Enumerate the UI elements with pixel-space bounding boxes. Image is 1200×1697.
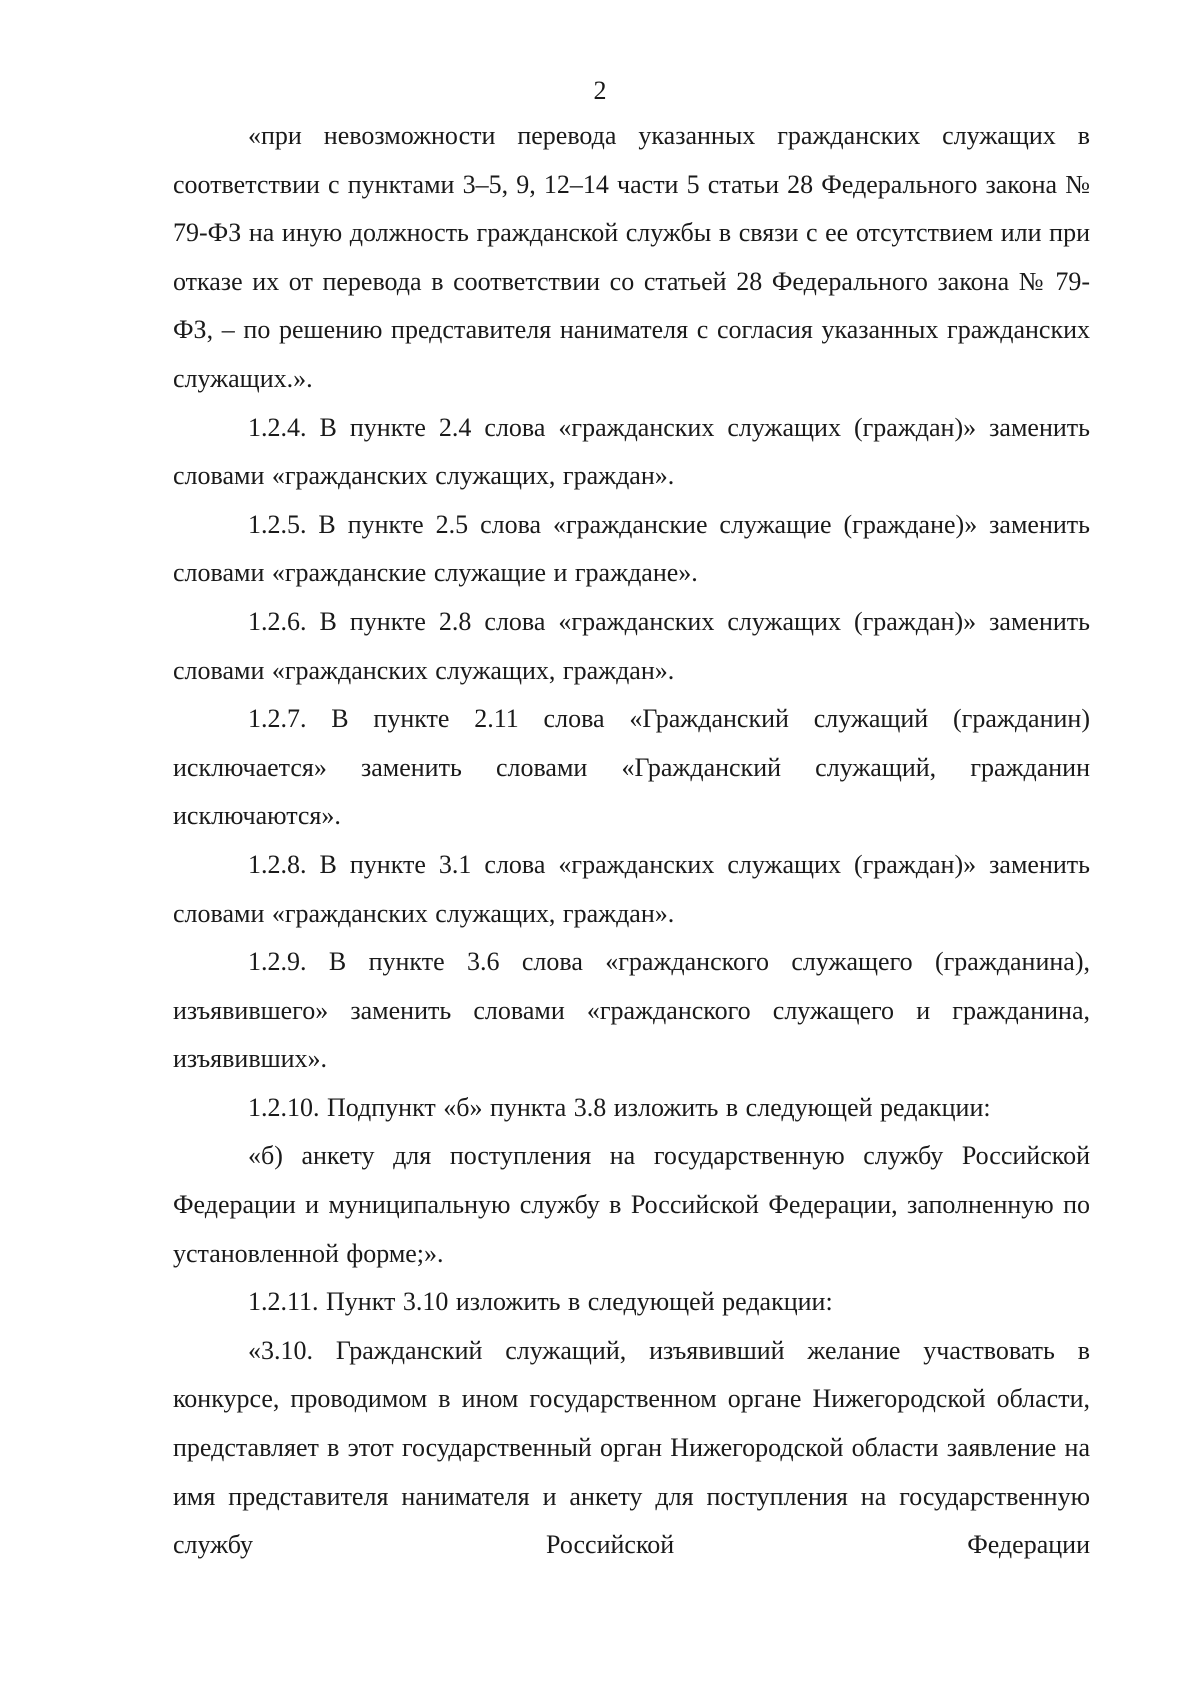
paragraph-1-2-9: 1.2.9. В пункте 3.6 слова «гражданского служащего (гражданина), изъявившего» заменить словами «гражданского служащего и гражданина, изъявивших». <box>173 947 1090 1074</box>
paragraph-1-2-8: 1.2.8. В пункте 3.1 слова «гражданских служащих (граждан)» заменить словами «гражданских служащих, граждан». <box>173 849 1090 928</box>
paragraph-continuation: «при невозможности перевода указанных гражданских служащих в соответствии с пунктами 3–5, 9, 12–14 части 5 статьи 28 Федерального закона № 79-ФЗ на иную должность гражданской службы в связи с ее отсутствием или при отказе их от перевода в соответствии со статьей 28 Федерального закона № 79-ФЗ, – по решению представителя нанимателя с согласия указанных гражданских служащих.». <box>173 121 1090 393</box>
paragraph-1-2-7: 1.2.7. В пункте 2.11 слова «Гражданский служащий (гражданин) исключается» заменить словами «Гражданский служащий, гражданин исключаются». <box>173 704 1090 831</box>
paragraph-1-2-10: 1.2.10. Подпункт «б» пункта 3.8 изложить в следующей редакции: <box>248 1092 991 1122</box>
page-number: 2 <box>593 76 607 105</box>
paragraph-1-2-5: 1.2.5. В пункте 2.5 слова «гражданские служащие (граждане)» заменить словами «гражданские служащие и граждане». <box>173 509 1090 588</box>
paragraph-3-10: «3.10. Гражданский служащий, изъявивший желание участвовать в конкурсе, проводимом в ином государственном органе Нижегородской области, представляет в этот государственный орган Нижегородской области заявление на имя представителя нанимателя и анкету для поступления на государственную службу Российской Федерации <box>173 1335 1090 1560</box>
paragraph-1-2-4: 1.2.4. В пункте 2.4 слова «гражданских служащих (граждан)» заменить словами «гражданских служащих, граждан». <box>173 412 1090 491</box>
paragraph-1-2-11: 1.2.11. Пункт 3.10 изложить в следующей редакции: <box>248 1287 833 1317</box>
paragraph-1-2-10-subitem-b: «б) анкету для поступления на государственную службу Российской Федерации и муниципальную службу в Российской Федерации, заполненную по установленной форме;». <box>173 1141 1090 1268</box>
paragraph-1-2-6: 1.2.6. В пункте 2.8 слова «гражданских служащих (граждан)» заменить словами «гражданских служащих, граждан». <box>173 606 1090 685</box>
document-body <box>173 112 1090 1570</box>
